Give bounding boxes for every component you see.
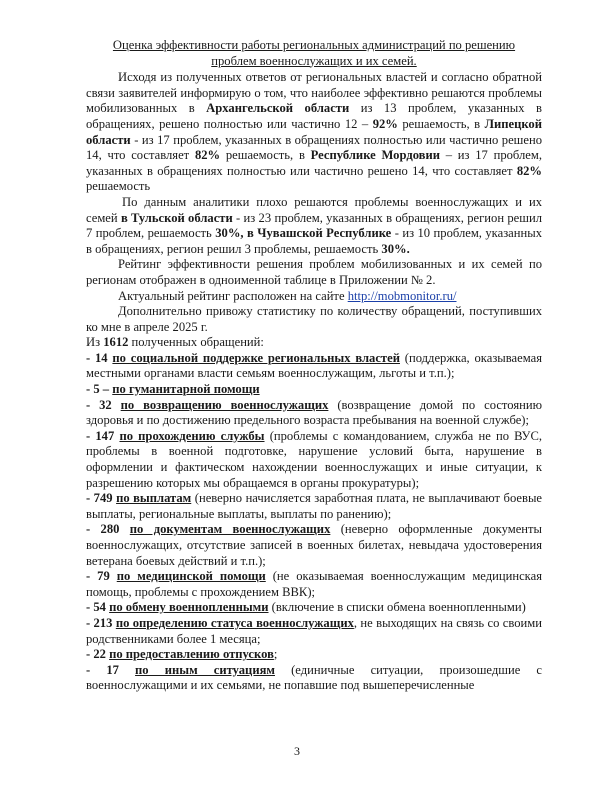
document-page (86, 38, 542, 694)
item-count: - 14 (86, 350, 108, 365)
item-count: - 749 (86, 491, 113, 506)
list-item (86, 522, 542, 569)
item-description: (единичные ситуации, произошедшие с военнослужащими и их семьями, не попавшие под вышеперечисленные (86, 662, 542, 693)
item-category: по гуманитарной помощи (112, 382, 260, 397)
item-description: (проблемы с командованием, служба не по ВУС, проблемы в военной подготовке, нарушение условий быта, нарушение в оформлении и фактическом нахождении военнослужащих и иные ситуации, к разрешению которых мы обращаемся в органы прокуратуры); (86, 428, 543, 490)
item-description: (неверно оформленные документы военнослужащих, отсутствие записей в военных билетах, невыдача удостоверения ветерана боевых действий и т.п.); (86, 522, 543, 568)
paragraph-statistics-intro: Дополнительно привожу статистику по количеству обращений, поступивших ко мне в апреле 2025 г. (86, 304, 542, 334)
request-category-list (86, 351, 542, 694)
item-category: по иным ситуациям (135, 662, 275, 677)
list-item (86, 616, 542, 647)
paragraph-total-requests: Из 1612 полученных обращений: (86, 335, 264, 350)
item-count: - 54 (86, 600, 106, 615)
list-item (86, 351, 542, 382)
paragraph-poor-regions: По данным аналитики плохо решаются проблемы военнослужащих и их семей в Тульской области - из 23 проблем, указанных в обращениях, регион решил 7 проблем, решаемость 30%, в Чувашской Республике - из 10 проблем, указанных в обращениях, регион решил 3 проблемы, решаемость 30%. (86, 194, 543, 256)
item-category: по документам военнослужащих (129, 522, 331, 537)
list-item (86, 569, 542, 600)
item-count: - 32 (86, 397, 112, 412)
item-description: (включение в списки обмена военнопленными) (268, 600, 526, 615)
title-line-1: Оценка эффективности работы региональных администраций по решению (112, 38, 516, 52)
item-count: - 147 (86, 428, 115, 443)
item-category: по предоставлению отпусков (109, 647, 274, 662)
item-count: - 280 (86, 522, 120, 537)
item-description: (возвращение домой по состоянию здоровья и по достижению предельного возраста пребывания на военной службе); (86, 397, 542, 428)
item-category: по возвращению военнослужащих (120, 397, 329, 412)
item-category: по медицинской помощи (116, 569, 266, 584)
item-count: - 5 – (86, 382, 110, 397)
paragraph-rating-appendix: Рейтинг эффективности решения проблем мобилизованных и их семей по регионам отображен в одноименной таблице в Приложении № 2. (86, 257, 542, 287)
list-item (86, 382, 542, 398)
item-category: по определению статуса военнослужащих (115, 615, 354, 630)
item-category: по обмену военнопленными (109, 600, 269, 615)
paragraph-effective-regions: Исходя из полученных ответов от региональных властей и согласно обратной связи заявителей информирую о том, что наиболее эффективно решаются проблемы мобилизованных в Архангельской области из 13 проблем, указанных в обращениях, решено полностью или частично 12 – 92% решаемость, в Липецкой области - из 17 проблем, указанных в обращениях полностью или частично решено 14, что составляет 82% решаемость, в Республике Мордовии – из 17 проблем, указанных в обращениях полностью или частично решено 14, что составляет 82% решаемость (86, 70, 542, 194)
item-count: - 17 (86, 662, 119, 677)
document-title (86, 38, 542, 69)
title-line-2: проблем военнослужащих и их семей. (211, 53, 417, 68)
item-category: по социальной поддержке региональных властей (112, 350, 400, 365)
item-description: ; (273, 647, 278, 662)
item-category: по выплатам (116, 491, 192, 506)
item-description: , не выходящих на связь со своими родственниками более 1 месяца; (86, 615, 542, 646)
list-item (86, 398, 542, 429)
item-description: (не оказываемая военнослужащим медицинская помощь, проблемы с прохождением ВВК); (86, 569, 542, 599)
list-item (86, 429, 542, 491)
list-item (86, 663, 542, 694)
item-count: - 213 (86, 615, 113, 630)
item-category: по прохождению службы (119, 428, 265, 443)
paragraph-rating-site: Актуальный рейтинг расположен на сайте http://mobmonitor.ru/ (118, 288, 457, 303)
item-description: (поддержка, оказываемая местными органами власти семьям военнослужащим, льготы и т.п.); (86, 350, 542, 381)
item-description: (неверно начисляется заработная плата, не выплачивают боевые выплаты, региональные выплаты, выплаты по ранению); (86, 491, 542, 521)
page-number: 3 (294, 744, 300, 758)
list-item (86, 647, 542, 663)
mobmonitor-link[interactable]: http://mobmonitor.ru/ (347, 288, 457, 303)
list-item (86, 491, 542, 522)
item-count: - 79 (86, 569, 110, 584)
list-item (86, 600, 542, 616)
item-count: - 22 (86, 647, 106, 662)
